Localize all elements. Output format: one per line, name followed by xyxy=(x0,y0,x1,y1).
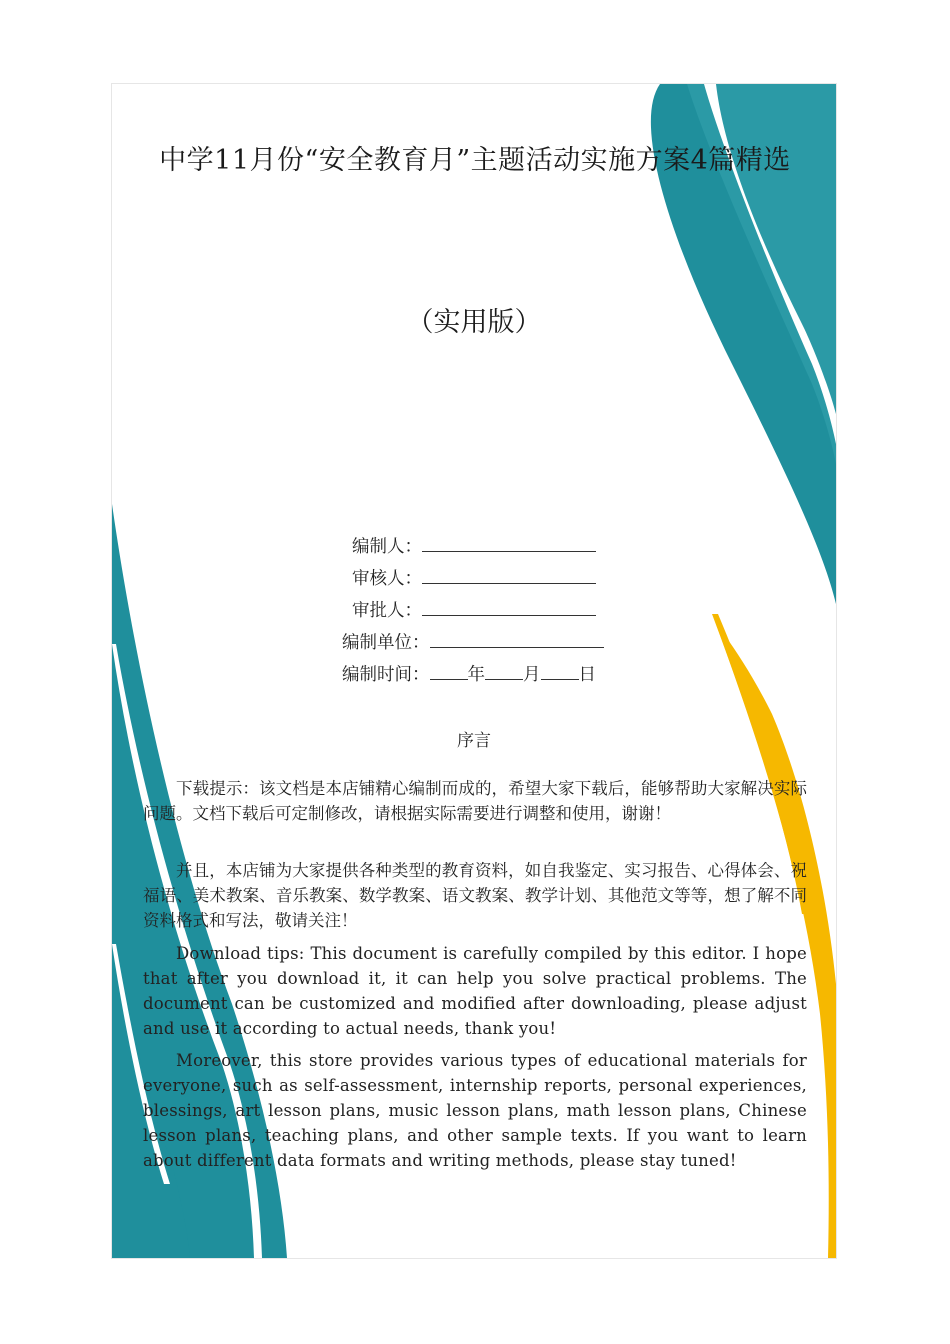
document-page xyxy=(111,83,837,1259)
blank-line xyxy=(422,597,596,616)
meta-label: 编制单位： xyxy=(342,633,430,653)
meta-row-approver xyxy=(352,597,596,623)
blank-line xyxy=(422,533,596,552)
edition-label: （实用版） xyxy=(406,307,542,338)
paragraph-store-info-en: Moreover, this store provides various types of educational materials for everyone, such as self-assessment, internship reports, personal experiences, blessings, art lesson plans, music lesson plans, math lesson plans, Chinese lesson plans, teaching plans, and other sample texts. If you want to learn about different data formats and writing methods, please stay tuned! xyxy=(143,1051,807,1170)
blank-line xyxy=(430,661,468,680)
preface-heading: 序言 xyxy=(457,731,491,751)
document-title: 中学11月份“安全教育月”主题活动实施方案4篇精选 xyxy=(159,145,791,176)
meta-label: 编制时间： xyxy=(342,665,430,685)
meta-label: 审核人： xyxy=(352,569,422,589)
paragraph-download-tip-en: Download tips: This document is carefully compiled by this editor. I hope that after you download it, it can help you solve practical problems. The document can be customized and modified after downloading, please adjust and use it according to actual needs, thank you! xyxy=(143,944,807,1038)
blank-line xyxy=(485,661,523,680)
blank-line xyxy=(430,629,604,648)
day-label: 日 xyxy=(578,665,596,685)
month-label: 月 xyxy=(523,665,541,685)
meta-row-unit xyxy=(342,629,604,655)
paragraph-store-info-cn: 并且，本店铺为大家提供各种类型的教育资料，如自我鉴定、实习报告、心得体会、祝福语、美术教案、音乐教案、数学教案、语文教案、教学计划、其他范文等等，想了解不同资料格式和写法，敬请关注！ xyxy=(143,861,807,930)
meta-row-reviewer xyxy=(352,565,596,591)
meta-row-date xyxy=(342,661,596,687)
paragraph-download-tip-cn: 下载提示：该文档是本店铺精心编制而成的，希望大家下载后，能够帮助大家解决实际问题。文档下载后可定制修改，请根据实际需要进行调整和使用，谢谢！ xyxy=(143,779,807,823)
meta-row-compiler xyxy=(352,533,596,559)
meta-label: 编制人： xyxy=(352,537,422,557)
blank-line xyxy=(422,565,596,584)
blank-line xyxy=(541,661,579,680)
meta-label: 审批人： xyxy=(352,601,422,621)
year-label: 年 xyxy=(467,665,485,685)
